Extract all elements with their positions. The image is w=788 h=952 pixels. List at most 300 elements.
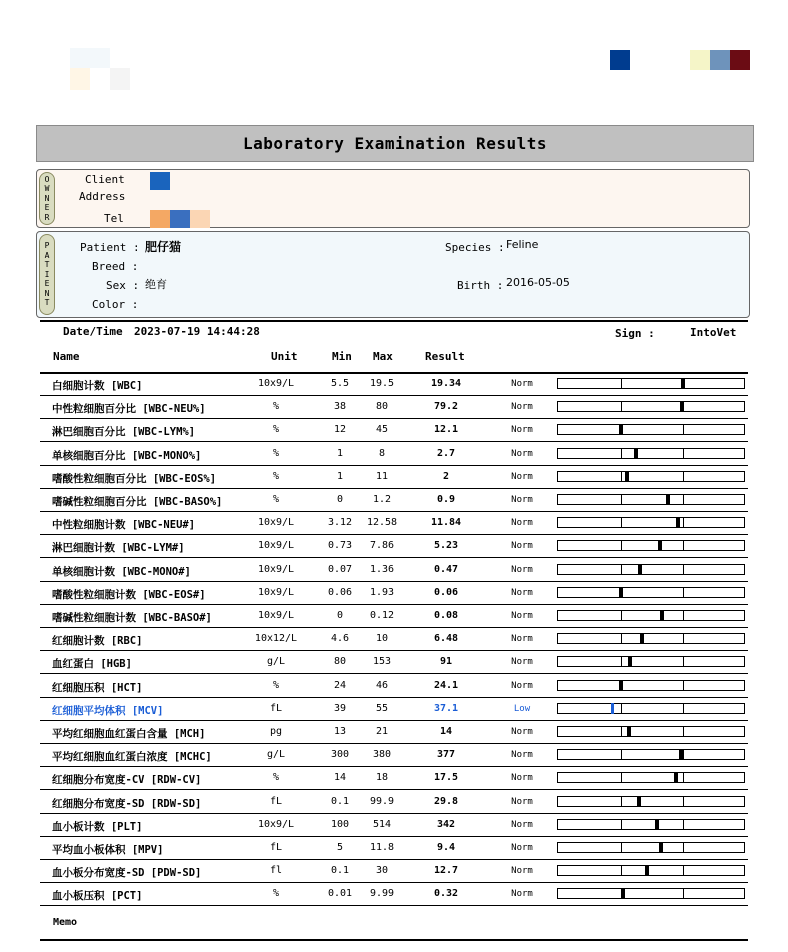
result-value: 2 (442, 470, 450, 482)
range-max-tick (683, 727, 684, 736)
result-name: 平均红细胞血红蛋白浓度 [MCHC] (52, 751, 212, 764)
swatch (70, 68, 90, 90)
result-name: 红细胞平均体积 [MCV] (52, 704, 164, 717)
result-value: 0.32 (433, 888, 459, 900)
result-flag: Norm (511, 471, 533, 482)
range-min-tick (621, 402, 622, 411)
patient-tab-letter: A (44, 250, 50, 260)
result-value: 12.7 (433, 865, 459, 877)
memo-label: Memo (53, 917, 78, 928)
range-gauge (557, 401, 745, 412)
result-marker (681, 378, 685, 389)
range-gauge (557, 540, 745, 551)
table-row (40, 628, 748, 651)
table-row (40, 791, 748, 814)
result-max: 55 (375, 702, 389, 714)
report-title: Laboratory Examination Results (36, 125, 754, 162)
result-flag: Norm (511, 750, 533, 761)
result-max: 153 (372, 656, 392, 668)
result-min: 0.01 (327, 888, 353, 900)
owner-tab-letter: N (44, 193, 50, 203)
result-marker (637, 796, 641, 807)
result-value: 342 (436, 818, 456, 830)
result-unit: 10x9/L (257, 563, 295, 575)
result-flag: Norm (511, 425, 533, 436)
result-name: 红细胞计数 [RBC] (52, 635, 143, 648)
patient-tab-letter: T (44, 260, 50, 270)
birth-label: Birth : (457, 279, 504, 292)
result-flag: Norm (511, 657, 533, 668)
owner-section (36, 169, 750, 228)
result-max: 30 (375, 865, 389, 877)
result-flag: Norm (511, 541, 533, 552)
owner-tab (39, 172, 55, 225)
range-min-tick (621, 866, 622, 875)
table-row (40, 675, 748, 698)
range-max-tick (683, 541, 684, 550)
result-flag: Norm (511, 518, 533, 529)
result-min: 24 (333, 679, 347, 691)
owner-tab-letter: E (44, 203, 50, 213)
result-unit: 10x9/L (257, 586, 295, 598)
result-marker (660, 610, 664, 621)
range-max-tick (683, 889, 684, 898)
result-unit: % (272, 470, 280, 482)
result-unit: pg (269, 726, 283, 737)
range-max-tick (683, 634, 684, 643)
result-marker (645, 865, 649, 876)
range-max-tick (683, 750, 684, 759)
result-flag: Norm (511, 727, 533, 737)
result-unit: 10x9/L (257, 378, 295, 389)
swatch (150, 210, 170, 228)
range-min-tick (621, 472, 622, 481)
result-value: 29.8 (433, 795, 459, 807)
color-label: Color : (92, 298, 139, 311)
result-value: 19.34 (430, 378, 462, 389)
header-unit: Unit (271, 350, 298, 363)
result-max: 45 (375, 424, 389, 436)
result-max: 46 (375, 679, 389, 691)
range-gauge (557, 471, 745, 482)
result-name: 平均血小板体积 [MPV] (52, 844, 164, 856)
result-min: 1 (336, 447, 344, 459)
result-min: 3.12 (327, 517, 353, 529)
result-flag: Norm (511, 448, 533, 459)
result-marker (676, 517, 680, 528)
result-value: 12.1 (433, 424, 459, 436)
result-unit: 10x12/L (254, 633, 298, 645)
result-min: 0 (336, 494, 344, 505)
result-marker (655, 819, 659, 830)
range-gauge (557, 680, 745, 691)
table-row (40, 605, 748, 628)
range-min-tick (621, 379, 622, 388)
result-name: 白细胞计数 [WBC] (52, 380, 143, 392)
result-marker (638, 564, 642, 575)
result-unit: 10x9/L (257, 540, 295, 552)
result-name: 血小板计数 [PLT] (52, 820, 143, 833)
range-min-tick (621, 820, 622, 829)
swatch (150, 172, 170, 190)
result-min: 0.1 (330, 865, 350, 877)
range-min-tick (621, 634, 622, 643)
patient-tab (39, 234, 55, 315)
range-min-tick (621, 611, 622, 620)
result-max: 80 (375, 401, 389, 413)
result-min: 38 (333, 401, 347, 413)
result-marker (611, 703, 614, 714)
result-flag: Norm (511, 402, 533, 413)
result-name: 中性粒细胞计数 [WBC-NEU#] (52, 519, 196, 532)
patient-tab-letter: P (44, 241, 50, 251)
result-marker (628, 656, 632, 667)
range-min-tick (621, 565, 622, 574)
breed-label: Breed : (92, 260, 139, 273)
range-gauge (557, 564, 745, 575)
result-value: 91 (439, 656, 453, 668)
result-value: 377 (436, 749, 456, 761)
range-gauge (557, 749, 745, 760)
result-max: 8 (378, 447, 386, 459)
range-gauge (557, 378, 745, 389)
tel-label: Tel (104, 212, 124, 225)
table-row (40, 373, 748, 396)
datetime-value: 2023-07-19 14:44:28 (134, 325, 260, 338)
table-row (40, 860, 748, 883)
result-unit: 10x9/L (257, 818, 295, 830)
result-marker (658, 540, 662, 551)
species-value: Feline (506, 238, 539, 251)
range-gauge (557, 448, 745, 459)
sex-value: 绝育 (145, 278, 167, 291)
swatch (170, 210, 190, 228)
result-unit: fL (269, 795, 283, 807)
range-max-tick (683, 820, 684, 829)
result-max: 18 (375, 772, 389, 784)
owner-tab-letter: O (44, 174, 50, 184)
range-gauge (557, 610, 745, 621)
header-result: Result (425, 350, 465, 363)
range-max-tick (683, 866, 684, 875)
header-min: Min (332, 350, 352, 363)
result-flag: Norm (511, 796, 533, 807)
result-name: 嗜碱性粒细胞计数 [WBC-BASO#] (52, 612, 212, 624)
table-row (40, 489, 748, 512)
table-row (40, 466, 748, 489)
result-min: 100 (330, 818, 350, 830)
datetime-label: Date/Time (63, 325, 123, 338)
result-unit: fL (269, 842, 283, 853)
range-max-tick (683, 588, 684, 597)
swatch (190, 210, 210, 228)
result-value: 24.1 (433, 679, 459, 691)
range-gauge (557, 865, 745, 876)
result-unit: % (272, 447, 280, 459)
range-max-tick (683, 843, 684, 852)
range-gauge (557, 796, 745, 807)
result-flag: Norm (511, 889, 533, 900)
result-flag: Norm (511, 495, 533, 505)
result-min: 39 (333, 702, 347, 714)
result-min: 1 (336, 470, 344, 482)
result-value: 9.4 (436, 842, 456, 853)
result-min: 0.07 (327, 563, 353, 575)
result-value: 0.06 (433, 586, 459, 598)
range-max-tick (683, 681, 684, 690)
result-name: 嗜碱性粒细胞百分比 [WBC-BASO%] (52, 496, 223, 508)
result-min: 13 (333, 726, 347, 737)
owner-tab-letter: W (44, 184, 50, 194)
range-gauge (557, 587, 745, 598)
range-min-tick (621, 541, 622, 550)
swatch (690, 50, 710, 70)
result-name: 血小板分布宽度-SD [PDW-SD] (52, 867, 202, 880)
result-min: 0 (336, 610, 344, 621)
result-marker (625, 471, 629, 482)
result-flag: Low (513, 703, 531, 714)
result-unit: g/L (266, 749, 286, 761)
range-gauge (557, 888, 745, 899)
result-min: 5.5 (330, 378, 350, 389)
range-gauge (557, 726, 745, 737)
result-value: 37.1 (433, 702, 459, 714)
range-gauge (557, 842, 745, 853)
swatch (610, 50, 630, 70)
header-name: Name (53, 350, 80, 363)
result-unit: fL (269, 702, 283, 714)
table-row (40, 512, 748, 535)
table-row (40, 814, 748, 837)
result-unit: fl (269, 865, 283, 877)
result-max: 1.2 (372, 494, 392, 505)
result-unit: % (272, 888, 280, 900)
swatch (710, 50, 730, 70)
result-max: 0.12 (369, 610, 395, 621)
range-gauge (557, 656, 745, 667)
result-min: 12 (333, 424, 347, 436)
result-max: 11.8 (369, 842, 395, 853)
result-min: 5 (336, 842, 344, 853)
result-flag: Norm (511, 866, 533, 877)
table-row (40, 396, 748, 419)
birth-value: 2016-05-05 (506, 276, 570, 289)
result-unit: % (272, 424, 280, 436)
result-name: 嗜酸性粒细胞计数 [WBC-EOS#] (52, 588, 206, 601)
range-min-tick (621, 797, 622, 806)
result-value: 5.23 (433, 540, 459, 552)
result-flag: Norm (511, 773, 533, 784)
result-marker (679, 749, 683, 760)
range-max-tick (683, 797, 684, 806)
range-gauge (557, 819, 745, 830)
patient-label: Patient : (80, 241, 140, 254)
range-min-tick (621, 495, 622, 504)
patient-tab-letter: E (44, 279, 50, 289)
result-min: 0.1 (330, 795, 350, 807)
swatch (110, 68, 130, 90)
range-max-tick (683, 495, 684, 504)
result-min: 80 (333, 656, 347, 668)
range-min-tick (621, 704, 622, 713)
result-name: 血小板压积 [PCT] (52, 890, 143, 903)
result-unit: 10x9/L (257, 610, 295, 621)
result-marker (680, 401, 684, 412)
result-value: 11.84 (430, 517, 462, 529)
range-min-tick (621, 657, 622, 666)
result-flag: Norm (511, 819, 533, 830)
table-row (40, 443, 748, 466)
result-value: 14 (439, 726, 453, 737)
range-min-tick (621, 843, 622, 852)
result-name: 单核细胞计数 [WBC-MONO#] (52, 565, 191, 578)
result-flag: Norm (511, 843, 533, 853)
range-max-tick (683, 518, 684, 527)
result-value: 0.9 (436, 494, 456, 505)
range-max-tick (683, 657, 684, 666)
result-marker (619, 587, 623, 598)
patient-section (36, 231, 750, 318)
result-max: 21 (375, 726, 389, 737)
result-marker (674, 772, 678, 783)
swatch (70, 48, 110, 68)
result-unit: % (272, 401, 280, 413)
result-max: 11 (375, 470, 389, 482)
result-marker (619, 680, 623, 691)
patient-tab-letter: T (44, 298, 50, 308)
range-max-tick (683, 773, 684, 782)
result-marker (640, 633, 644, 644)
range-gauge (557, 494, 745, 505)
range-gauge (557, 633, 745, 644)
result-flag: Norm (511, 379, 533, 389)
range-min-tick (621, 449, 622, 458)
result-min: 0.06 (327, 586, 353, 598)
result-min: 300 (330, 749, 350, 761)
address-label: Address (79, 190, 126, 203)
sign-value: IntoVet (690, 326, 737, 339)
result-max: 19.5 (369, 378, 395, 389)
table-row (40, 559, 748, 582)
result-name: 淋巴细胞计数 [WBC-LYM#] (52, 542, 185, 555)
result-name: 淋巴细胞百分比 [WBC-LYM%] (52, 426, 196, 439)
patient-tab-letter: N (44, 288, 50, 298)
range-max-tick (683, 704, 684, 713)
result-name: 嗜酸性粒细胞百分比 [WBC-EOS%] (52, 472, 217, 485)
table-row (40, 698, 748, 721)
result-flag: Norm (511, 564, 533, 575)
result-marker (619, 424, 623, 435)
result-name: 红细胞压积 [HCT] (52, 681, 143, 694)
range-max-tick (683, 611, 684, 620)
client-label: Client (85, 173, 125, 186)
header-max: Max (373, 350, 393, 363)
result-min: 14 (333, 772, 347, 784)
range-max-tick (683, 565, 684, 574)
result-value: 0.08 (433, 610, 459, 621)
result-flag: Norm (511, 611, 533, 621)
result-flag: Norm (511, 634, 533, 645)
result-marker (666, 494, 670, 505)
result-name: 红细胞分布宽度-CV [RDW-CV] (52, 774, 202, 787)
result-unit: g/L (266, 656, 286, 668)
divider (40, 939, 748, 941)
result-min: 4.6 (330, 633, 350, 645)
range-max-tick (683, 425, 684, 434)
result-value: 2.7 (436, 447, 456, 459)
result-max: 514 (372, 818, 392, 830)
result-marker (659, 842, 663, 853)
result-name: 血红蛋白 [HGB] (52, 658, 132, 671)
result-unit: % (272, 772, 280, 784)
patient-name: 肥仔猫 (145, 240, 182, 254)
table-row (40, 419, 748, 442)
range-min-tick (621, 727, 622, 736)
result-max: 7.86 (369, 540, 395, 552)
range-min-tick (621, 773, 622, 782)
table-row (40, 883, 748, 906)
result-name: 单核细胞百分比 [WBC-MONO%] (52, 449, 202, 462)
result-max: 10 (375, 633, 389, 645)
result-max: 1.36 (369, 563, 395, 575)
result-name: 红细胞分布宽度-SD [RDW-SD] (52, 797, 202, 810)
result-max: 9.99 (369, 888, 395, 900)
result-flag: Norm (511, 680, 533, 691)
table-row (40, 767, 748, 790)
species-label: Species : (445, 241, 505, 254)
result-marker (621, 888, 625, 899)
table-row (40, 744, 748, 767)
result-flag: Norm (511, 587, 533, 598)
range-gauge (557, 703, 745, 714)
table-row (40, 651, 748, 674)
range-gauge (557, 517, 745, 528)
result-marker (627, 726, 631, 737)
result-name: 平均红细胞血红蛋白含量 [MCH] (52, 728, 206, 740)
result-max: 12.58 (366, 517, 398, 529)
result-name: 中性粒细胞百分比 [WBC-NEU%] (52, 403, 206, 416)
table-row (40, 535, 748, 558)
result-value: 0.47 (433, 563, 459, 575)
range-max-tick (683, 449, 684, 458)
range-gauge (557, 772, 745, 783)
sign-label: Sign : (615, 327, 655, 340)
result-marker (634, 448, 638, 459)
result-max: 380 (372, 749, 392, 761)
swatch (730, 50, 750, 70)
range-gauge (557, 424, 745, 435)
result-max: 1.93 (369, 586, 395, 598)
range-max-tick (683, 472, 684, 481)
result-value: 17.5 (433, 772, 459, 784)
result-unit: % (272, 494, 280, 505)
result-unit: 10x9/L (257, 517, 295, 529)
table-row (40, 837, 748, 860)
owner-tab-letter: R (44, 212, 50, 222)
result-unit: % (272, 679, 280, 691)
result-value: 6.48 (433, 633, 459, 645)
table-row (40, 582, 748, 605)
result-min: 0.73 (327, 540, 353, 552)
divider (40, 320, 748, 322)
result-max: 99.9 (369, 795, 395, 807)
result-value: 79.2 (433, 401, 459, 413)
patient-tab-letter: I (44, 269, 50, 279)
range-min-tick (621, 518, 622, 527)
sex-label: Sex : (106, 279, 140, 292)
table-row (40, 721, 748, 744)
range-min-tick (621, 750, 622, 759)
